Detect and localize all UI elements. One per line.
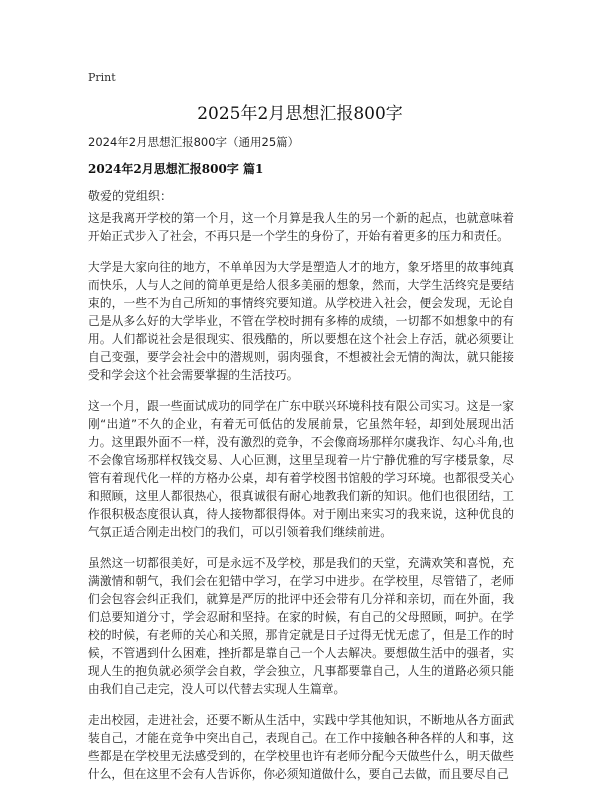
paragraph-3: 这一个月，跟一些面试成功的同学在广东中联兴环境科技有限公司实习。这是一家刚“出道”不久的企业，有着无可低估的发展前景，它虽然年轻，却到处展现出活力。这里跟外面不一样，没有激烈的竞争，不会像商场那样尔虞我诈、勾心斗角,也不会像官场那样权钱交易、人心叵测，这里呈现着一片宁静优雅的写字楼景象，尽管有着现代化一样的方格办公桌，却有着学校图书馆般的学习环境。也都很受关心和照顾，这里人都很热心，很真诚很有耐心地教我们新的知识。他们也很团结，工作很积极态度很认真，待人接物都很得体。对于刚出来实习的我来说，这种优良的气氛正适合刚走出校门的我们，可以引领着我们继续前进。 xyxy=(88,399,514,539)
paragraph-1: 这是我离开学校的第一个月，这一个月算是我人生的另一个新的起点，也就意味着开始正式步入了社会，不再只是一个学生的身份了，开始有着更多的压力和责任。 xyxy=(88,211,514,243)
paragraph-5: 走出校园，走进社会，还要不断从生活中，实践中学其他知识，不断地从各方面武装自己，才能在竞争中突出自己，表现自己。在工作中接触各种各样的人和事，这些都是在学校里无法感受到的，在学校里也许有老师分配今天做些什么，明天做些什么，但在这里不会有人告诉你，你必须知道做什么，要自己去做，而且要尽自己 xyxy=(88,713,514,781)
paragraph-2: 大学是大家向往的地方，不单单因为大学是塑造人才的地方，象牙塔里的故事纯真而快乐，人与人之间的简单更是给人很多美丽的想象，然而，大学生活终究是要结束的，一些不为自己所知的事情终究要知道。从学校进入社会，便会发现，无论自己是从多么好的大学毕业，不管在学校时拥有多棒的成绩，一切都不如想象中的有用。人们都说社会是很现实、很残酷的，所以要想在这个社会上存活，就必须要让自己变强，要学会社会中的潜规则，弱肉强食，不想被社会无情的淘汰，就只能接受和学会这个社会需要掌握的生活技巧。 xyxy=(88,260,514,382)
body-text xyxy=(88,209,514,796)
paragraph-4: 虽然这一切都很美好，可是永远不及学校，那是我们的天堂，充满欢笑和喜悦，充满激情和朝气，我们会在犯错中学习，在学习中进步。在学校里，尽管错了，老师们会包容会纠正我们，就算是严厉的批评中还会带有几分祥和亲切，而在外面，我们总要知道分寸，学会忍耐和坚持。在家的时候，有自己的父母照顾，呵护。在学校的时候，有老师的关心和关照，那肯定就是日子过得无忧无虑了，但是工作的时候，不管遇到什么困难，挫折都是靠自己一个人去解决。要想做生活中的强者，实现人生的抱负就必须学会自救，学会独立，凡事都要靠自己，人生的道路必须只能由我们自己走完，没人可以代替去实现人生篇章。 xyxy=(88,556,514,696)
salutation: 敬爱的党组织： xyxy=(88,189,173,203)
section-heading: 2024年2月思想汇报800字 篇1 xyxy=(88,162,264,176)
document-subtitle: 2024年2月思想汇报800字（通用25篇） xyxy=(88,135,300,149)
print-label[interactable]: Print xyxy=(88,71,116,84)
document-title: 2025年2月思想汇报800字 xyxy=(197,104,403,124)
